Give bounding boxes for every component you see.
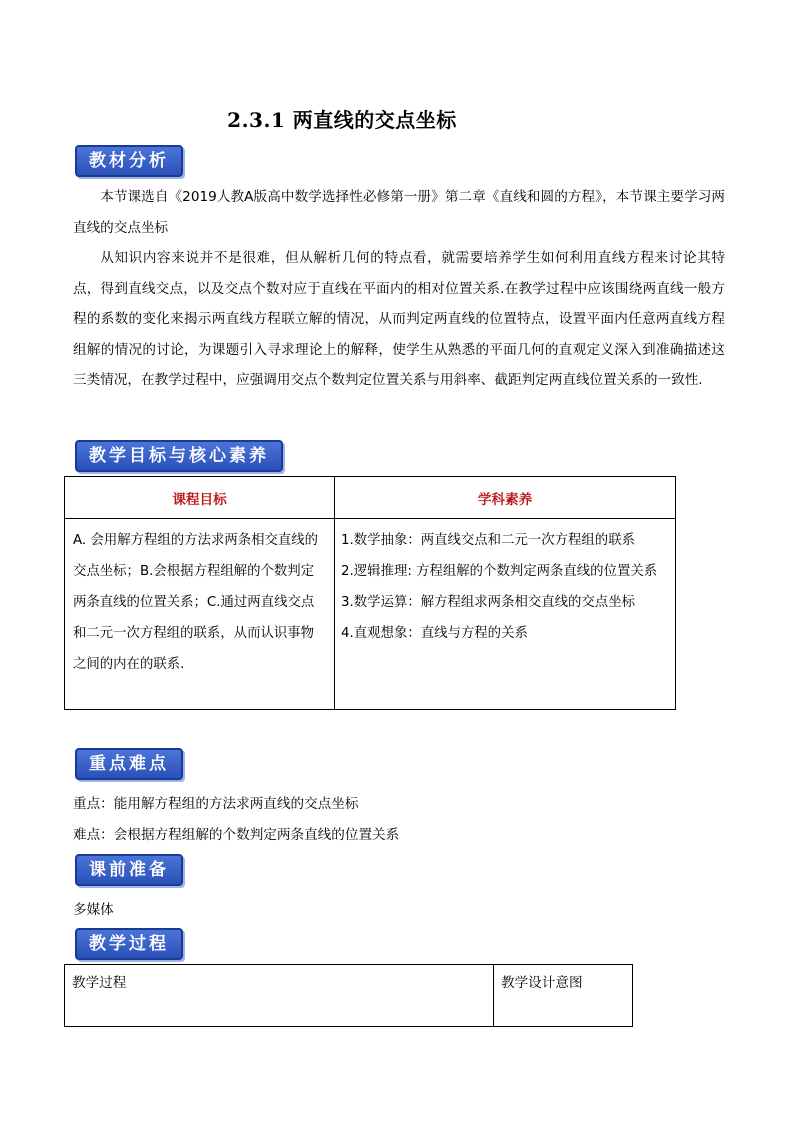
preparation-text: 多媒体 (73, 902, 114, 918)
analysis-paragraph-2: 从知识内容来说并不是很难，但从解析几何的特点看，就需要培养学生如何利用直线方程来讨论其特点，得到直线交点，以及交点个数对应于直线在平面内的相对位置关系.在教学过程中应该围绕两直线一般方程的系数的变化来揭示两直线方程联立解的情况，从而判定两直线的位置特点，设置平面内任意两直线方程组解的情况的讨论，为课题引入寻求理论上的解释，使学生从熟悉的平面几何的直观定义深入到准确描述这三类情况，在教学过程中，应强调用交点个数判定位置关系与用斜率、截距判定两直线位置关系的一致性. (73, 250, 725, 388)
process-table (64, 964, 633, 1027)
competencies-cell (335, 519, 676, 710)
competency-item: 1.数学抽象：两直线交点和二元一次方程组的联系 (341, 533, 635, 548)
section-heading-analysis: 教材分析 (75, 145, 183, 177)
competency-item: 4.直观想象：直线与方程的关系 (341, 626, 528, 641)
document-title: 2.3.1 两直线的交点坐标 (227, 108, 457, 132)
section-heading-goals: 教学目标与核心素养 (75, 440, 283, 472)
objectives-text: A. 会用解方程组的方法求两条相交直线的交点坐标；B.会根据方程组解的个数判定两条直线的位置关系；C.通过两直线交点和二元一次方程组的联系，从而认识事物之间的内在的联系. (73, 533, 319, 672)
goals-table-header-row (65, 477, 676, 519)
objectives-cell (65, 519, 335, 710)
col-header-competencies: 学科素养 (335, 477, 676, 519)
col-header-objectives: 课程目标 (65, 477, 335, 519)
process-table-row (65, 965, 633, 1027)
process-col-header: 教学过程 (65, 965, 494, 1027)
competency-item: 2.逻辑推理: 方程组解的个数判定两条直线的位置关系 (341, 564, 658, 579)
design-intent-col-header: 教学设计意图 (494, 965, 633, 1027)
difficulty-text: 难点：会根据方程组解的个数判定两条直线的位置关系 (73, 827, 400, 843)
section-heading-key-points: 重点难点 (75, 748, 183, 780)
section-heading-preparation: 课前准备 (75, 854, 183, 886)
competency-item: 3.数学运算：解方程组求两条相交直线的交点坐标 (341, 595, 635, 610)
goals-table-body-row (65, 519, 676, 710)
analysis-paragraph-1: 本节课选自《2019人教A版高中数学选择性必修第一册》第二章《直线和圆的方程》，本节课主要学习两直线的交点坐标 (73, 189, 725, 236)
key-point-text: 重点：能用解方程组的方法求两直线的交点坐标 (73, 796, 359, 812)
goals-table (64, 476, 676, 710)
section-heading-process: 教学过程 (75, 928, 183, 960)
